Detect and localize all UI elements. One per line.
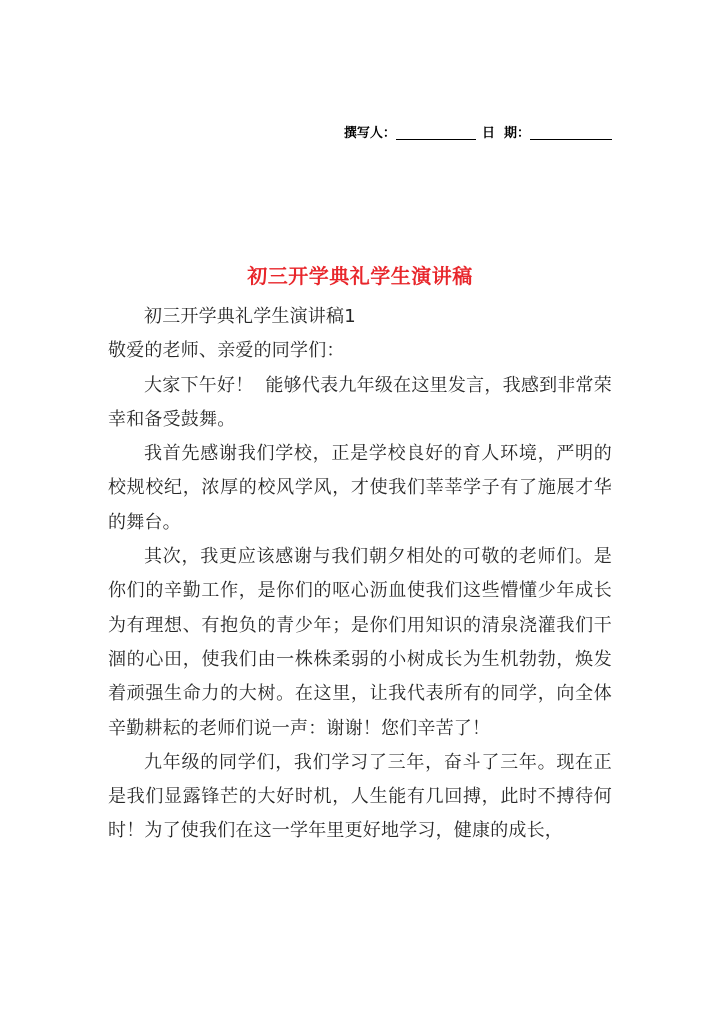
- author-blank: [396, 138, 476, 140]
- date-blank: [530, 138, 612, 140]
- document-title: 初三开学典礼学生演讲稿: [247, 264, 473, 288]
- salutation: 敬爱的老师、亲爱的同学们：: [108, 340, 345, 362]
- document-body: [108, 300, 612, 849]
- author-date-line: [344, 124, 612, 144]
- paragraph-3: 其次，我更应该感谢与我们朝夕相处的可敬的老师们。是你们的辛勤工作，是你们的呕心沥血使我们这些懵懂少年成长为有理想、有抱负的青少年；是你们用知识的清泉浇灌我们干涸的心田，使我们由一株株柔弱的小树成长为生机勃勃，焕发着顽强生命力的大树。在这里，让我代表所有的同学，向全体辛勤耕耘的老师们说一声：谢谢！您们辛苦了！: [108, 546, 612, 739]
- paragraph-4: 九年级的同学们，我们学习了三年，奋斗了三年。现在正是我们显露锋芒的大好时机，人生能有几回搏，此时不搏待何时！为了使我们在这一学年里更好地学习，健康的成长，: [108, 751, 612, 842]
- paragraph-1: 大家下午好！ 能够代表九年级在这里发言，我感到非常荣幸和备受鼓舞。: [108, 374, 612, 430]
- paragraph-2: 我首先感谢我们学校，正是学校良好的育人环境，严明的校规校纪，浓厚的校风学风，才使我们莘莘学子有了施展才华的舞台。: [108, 443, 612, 533]
- author-label: 撰写人：: [343, 126, 396, 141]
- document-subtitle: 初三开学典礼学生演讲稿1: [144, 306, 356, 327]
- date-label: 日 期：: [481, 126, 530, 141]
